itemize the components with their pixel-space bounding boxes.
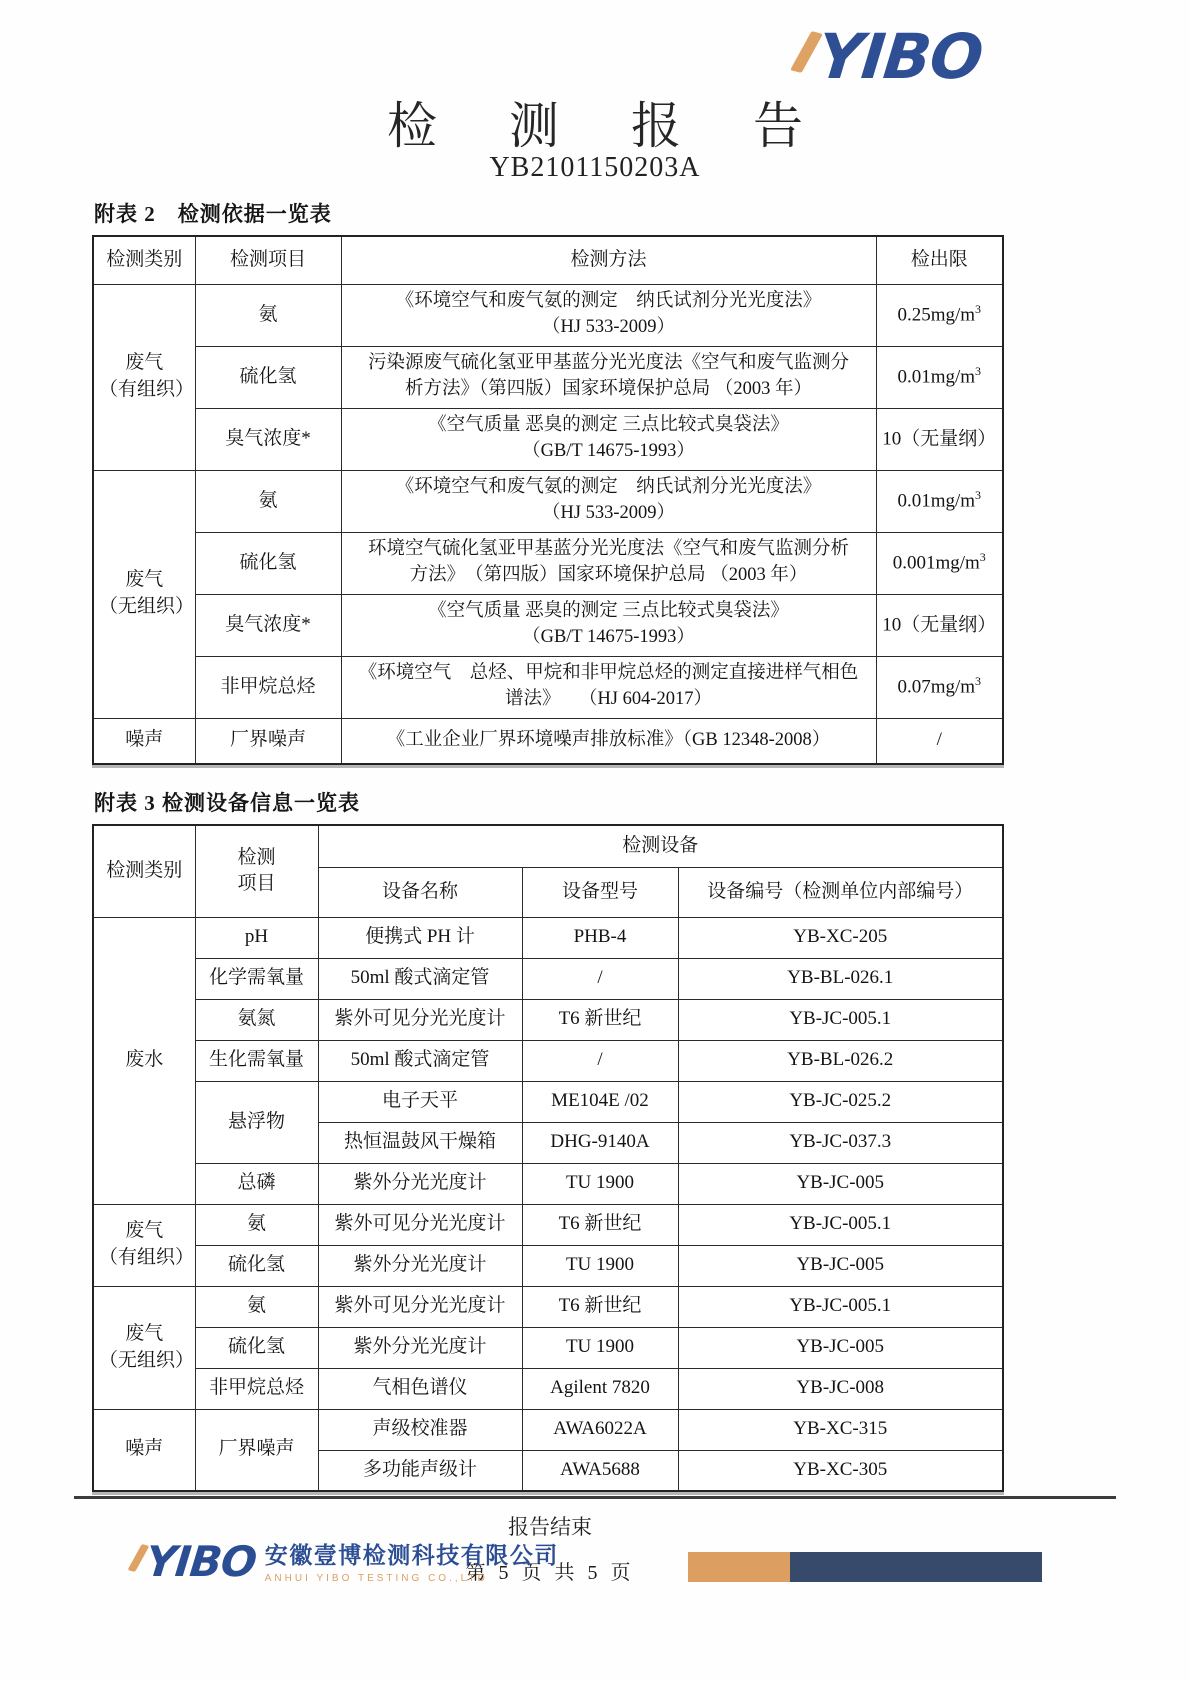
item-cell: 化学需氧量 <box>195 958 318 999</box>
device-model-cell: AWA6022A <box>522 1409 678 1450</box>
blue-bar-segment <box>790 1552 1042 1582</box>
item-cell: 硫化氢 <box>195 346 341 408</box>
table-row <box>93 532 1003 594</box>
item-cell: 总磷 <box>195 1163 318 1204</box>
device-serial-cell: YB-JC-025.2 <box>678 1081 1003 1122</box>
yibo-logo <box>814 20 986 93</box>
device-serial-cell: YB-BL-026.1 <box>678 958 1003 999</box>
device-name-cell: 50ml 酸式滴定管 <box>318 1040 522 1081</box>
item-cell: 硫化氢 <box>195 1245 318 1286</box>
device-serial-cell: YB-JC-037.3 <box>678 1122 1003 1163</box>
device-serial-cell: YB-JC-005.1 <box>678 1204 1003 1245</box>
device-name-cell: 50ml 酸式滴定管 <box>318 958 522 999</box>
footer-color-bar <box>688 1552 1042 1582</box>
device-name-cell: 紫外分光光度计 <box>318 1163 522 1204</box>
table-row <box>93 1409 1003 1450</box>
footer-company-name: 安徽壹博检测科技有限公司 <box>264 1542 559 1568</box>
page-title: 检测报告 <box>387 98 875 154</box>
device-name-cell: 多功能声级计 <box>318 1450 522 1491</box>
table-row <box>93 346 1003 408</box>
device-model-cell: T6 新世纪 <box>522 1286 678 1327</box>
item-cell: 硫化氢 <box>195 1327 318 1368</box>
table-header-row <box>93 825 1003 867</box>
device-model-cell: Agilent 7820 <box>522 1368 678 1409</box>
table-row <box>93 718 1003 764</box>
device-name-cell: 紫外可见分光光度计 <box>318 1204 522 1245</box>
item-cell: 非甲烷总烃 <box>195 656 341 718</box>
table-row <box>93 1368 1003 1409</box>
limit-cell: $0.25mg/m^3$ <box>876 284 1003 346</box>
device-serial-cell: YB-JC-005.1 <box>678 999 1003 1040</box>
category-cell: 废气 （有组织） <box>93 1204 195 1286</box>
category-cell: 废气 （无组织） <box>93 470 195 718</box>
device-model-cell: / <box>522 1040 678 1081</box>
device-serial-cell: YB-JC-005 <box>678 1163 1003 1204</box>
table3-caption: 附表 3 检测设备信息一览表 <box>94 791 360 815</box>
device-name-cell: 声级校准器 <box>318 1409 522 1450</box>
table-row <box>93 1286 1003 1327</box>
item-cell: 氨 <box>195 470 341 532</box>
device-model-cell: DHG-9140A <box>522 1122 678 1163</box>
device-model-cell: ME104E /02 <box>522 1081 678 1122</box>
device-serial-cell: YB-JC-005.1 <box>678 1286 1003 1327</box>
basis-table <box>92 235 1004 765</box>
device-serial-cell: YB-XC-205 <box>678 917 1003 958</box>
item-cell: 非甲烷总烃 <box>195 1368 318 1409</box>
table-row <box>93 1204 1003 1245</box>
method-cell: 环境空气硫化氢亚甲基蓝分光光度法《空气和废气监测分析 方法》 （第四版）国家环境保护总局 （2003 年） <box>341 532 876 594</box>
table-row <box>93 594 1003 656</box>
item-cell: 臭气浓度* <box>195 408 341 470</box>
item-header: 检测 项目 <box>195 825 318 917</box>
device-name-cell: 紫外可见分光光度计 <box>318 999 522 1040</box>
category-header: 检测类别 <box>93 236 195 284</box>
footer-divider <box>74 1496 1116 1499</box>
equipment-table <box>92 824 1004 1492</box>
device-header: 检测设备 <box>318 825 1003 867</box>
limit-cell: 10（无量纲） <box>876 408 1003 470</box>
table-row <box>93 1081 1003 1122</box>
table-row <box>93 470 1003 532</box>
table-row <box>93 999 1003 1040</box>
device-model-header: 设备型号 <box>522 867 678 917</box>
item-cell: pH <box>195 917 318 958</box>
item-cell: 生化需氧量 <box>195 1040 318 1081</box>
report-number: YB2101150203A <box>489 152 701 183</box>
method-cell: 污染源废气硫化氢亚甲基蓝分光光度法《空气和废气监测分 析方法》（第四版）国家环境保护总局 （2003 年） <box>341 346 876 408</box>
device-model-cell: AWA5688 <box>522 1450 678 1491</box>
device-model-cell: TU 1900 <box>522 1327 678 1368</box>
device-serial-cell: YB-JC-005 <box>678 1245 1003 1286</box>
table-header-row <box>93 236 1003 284</box>
device-model-cell: TU 1900 <box>522 1245 678 1286</box>
device-name-cell: 紫外可见分光光度计 <box>318 1286 522 1327</box>
category-header: 检测类别 <box>93 825 195 917</box>
item-cell: 硫化氢 <box>195 532 341 594</box>
category-cell: 废气 （有组织） <box>93 284 195 470</box>
item-cell: 悬浮物 <box>195 1081 318 1163</box>
category-cell: 废气 （无组织） <box>93 1286 195 1409</box>
table-row <box>93 1040 1003 1081</box>
method-cell: 《环境空气 总烃、甲烷和非甲烷总烃的测定直接进样气相色 谱法》 （HJ 604-2017） <box>341 656 876 718</box>
item-cell: 氨 <box>195 1204 318 1245</box>
item-cell: 氨 <box>195 1286 318 1327</box>
limit-cell: $0.001mg/m^3$ <box>876 532 1003 594</box>
table-row <box>93 958 1003 999</box>
footer-logo <box>143 1537 559 1586</box>
method-cell: 《环境空气和废气氨的测定 纳氏试剂分光光度法》 （HJ 533-2009） <box>341 470 876 532</box>
method-cell: 《环境空气和废气氨的测定 纳氏试剂分光光度法》 （HJ 533-2009） <box>341 284 876 346</box>
table-row <box>93 656 1003 718</box>
limit-header: 检出限 <box>876 236 1003 284</box>
footer-logo-text: YIBO <box>143 1537 259 1586</box>
logo-text: YIBO <box>814 20 986 93</box>
limit-cell: $0.07mg/m^3$ <box>876 656 1003 718</box>
method-cell: 《工业企业厂界环境噪声排放标准》（GB 12348-2008） <box>341 718 876 764</box>
device-model-cell: TU 1900 <box>522 1163 678 1204</box>
category-cell: 噪声 <box>93 1409 195 1491</box>
device-name-cell: 热恒温鼓风干燥箱 <box>318 1122 522 1163</box>
limit-cell: $0.01mg/m^3$ <box>876 470 1003 532</box>
limit-cell: / <box>876 718 1003 764</box>
table-row <box>93 284 1003 346</box>
device-serial-cell: YB-BL-026.2 <box>678 1040 1003 1081</box>
method-header: 检测方法 <box>341 236 876 284</box>
table-row <box>93 1163 1003 1204</box>
item-cell: 厂界噪声 <box>195 718 341 764</box>
device-serial-cell: YB-XC-305 <box>678 1450 1003 1491</box>
device-model-cell: PHB-4 <box>522 917 678 958</box>
device-model-cell: T6 新世纪 <box>522 1204 678 1245</box>
table2-caption: 附表 2 检测依据一览表 <box>94 202 332 226</box>
category-cell: 废水 <box>93 917 195 1204</box>
device-name-cell: 便携式 PH 计 <box>318 917 522 958</box>
page-number: 第 5 页 共 5 页 <box>465 1562 635 1584</box>
device-serial-header: 设备编号（检测单位内部编号） <box>678 867 1003 917</box>
item-cell: 氨氮 <box>195 999 318 1040</box>
footer-company-name-en: ANHUI YIBO TESTING CO.,LTD <box>264 1573 488 1584</box>
device-serial-cell: YB-JC-005 <box>678 1327 1003 1368</box>
device-name-cell: 紫外分光光度计 <box>318 1245 522 1286</box>
table-row <box>93 408 1003 470</box>
table-row <box>93 1245 1003 1286</box>
device-name-header: 设备名称 <box>318 867 522 917</box>
item-cell: 臭气浓度* <box>195 594 341 656</box>
device-name-cell: 紫外分光光度计 <box>318 1327 522 1368</box>
method-cell: 《空气质量 恶臭的测定 三点比较式臭袋法》 （GB/T 14675-1993） <box>341 594 876 656</box>
limit-cell: 10（无量纲） <box>876 594 1003 656</box>
item-cell: 厂界噪声 <box>195 1409 318 1491</box>
item-header: 检测项目 <box>195 236 341 284</box>
device-serial-cell: YB-JC-008 <box>678 1368 1003 1409</box>
item-cell: 氨 <box>195 284 341 346</box>
device-name-cell: 电子天平 <box>318 1081 522 1122</box>
category-cell: 噪声 <box>93 718 195 764</box>
device-serial-cell: YB-XC-315 <box>678 1409 1003 1450</box>
device-model-cell: / <box>522 958 678 999</box>
method-cell: 《空气质量 恶臭的测定 三点比较式臭袋法》 （GB/T 14675-1993） <box>341 408 876 470</box>
table-row <box>93 917 1003 958</box>
report-end-label: 报告结束 <box>508 1515 592 1539</box>
device-name-cell: 气相色谱仪 <box>318 1368 522 1409</box>
table-row <box>93 1327 1003 1368</box>
orange-bar-segment <box>688 1552 790 1582</box>
limit-cell: $0.01mg/m^3$ <box>876 346 1003 408</box>
device-model-cell: T6 新世纪 <box>522 999 678 1040</box>
